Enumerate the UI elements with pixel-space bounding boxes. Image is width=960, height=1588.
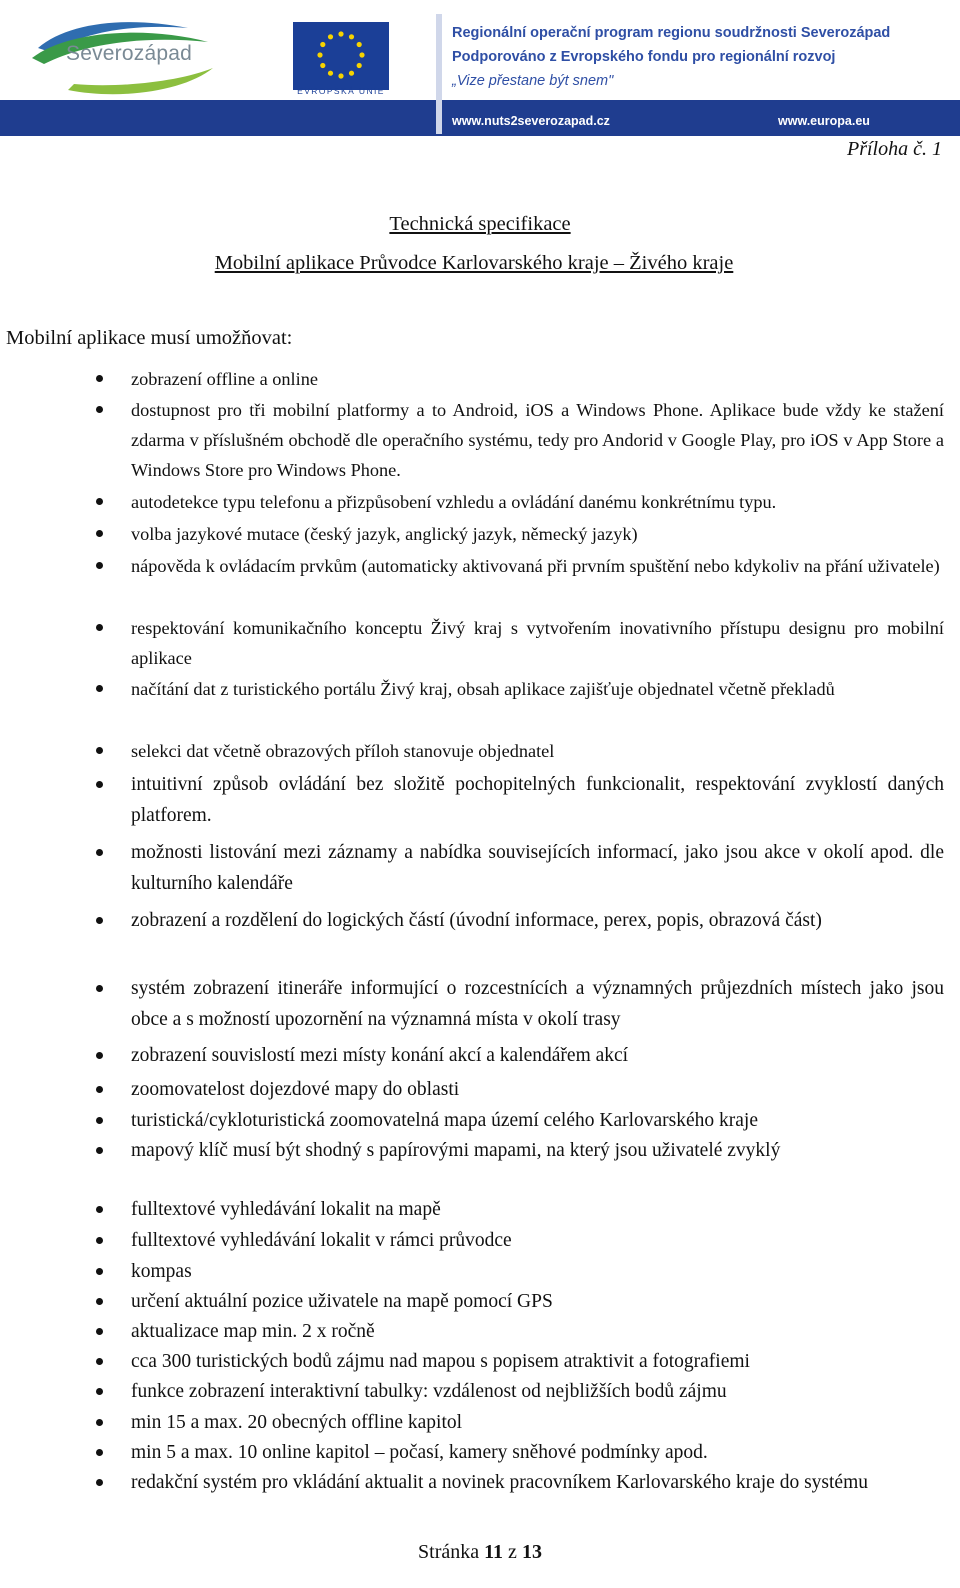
footer-page-number: 11 xyxy=(484,1541,504,1563)
header-banner xyxy=(0,0,960,136)
list-item-text: volba jazykové mutace (český jazyk, anglický jazyk, německý jazyk) xyxy=(131,524,638,544)
list-item-text: min 15 a max. 20 obecných offline kapitol xyxy=(131,1412,463,1433)
list-item xyxy=(131,1135,944,1166)
list-item-text: turistická/cykloturistická zoomovatelná mapa území celého Karlovarského kraje xyxy=(131,1110,759,1131)
list-item-text: cca 300 turistických bodů zájmu nad mapou s popisem atraktivit a fotografiemi xyxy=(131,1351,750,1372)
bullet-icon xyxy=(96,1086,103,1093)
list-item-text: fulltextové vyhledávání lokalit na mapě xyxy=(131,1199,441,1220)
list-item xyxy=(131,487,944,517)
eu-label: EVROPSKÁ UNIE xyxy=(297,86,385,96)
bullet-icon xyxy=(96,781,103,788)
bullet-icon xyxy=(96,685,103,692)
intro-heading: Mobilní aplikace musí umožňovat: xyxy=(6,327,293,349)
list-item-text: zobrazení a rozdělení do logických částí (úvodní informace, perex, popis, obrazová část) xyxy=(131,910,822,931)
bullet-icon xyxy=(96,406,103,413)
list-item-text: autodetekce typu telefonu a přizpůsobení vzhledu a ovládání danému konkrétnímu typu. xyxy=(131,492,777,512)
bullet-icon xyxy=(96,624,103,631)
bullet-icon xyxy=(96,1328,103,1335)
list-item xyxy=(131,1194,944,1225)
list-item xyxy=(131,395,944,485)
list-item-text: zobrazení souvislostí mezi místy konání akcí a kalendářem akcí xyxy=(131,1045,629,1066)
list-item xyxy=(131,1105,944,1136)
list-item-text: aktualizace map min. 2 x ročně xyxy=(131,1321,375,1342)
list-item-text: systém zobrazení itineráře informující o rozcestnících a významných průjezdních místech jako jsou obce a s možností upozornění na významná místa v okolí trasy xyxy=(131,978,944,1030)
list-item xyxy=(131,519,944,549)
attachment-label: Příloha č. 1 xyxy=(847,138,942,160)
list-item xyxy=(131,1376,944,1407)
website-link-left[interactable]: www.nuts2severozapad.cz xyxy=(452,114,610,128)
bullet-icon xyxy=(96,1358,103,1365)
logo-text: Severozápad xyxy=(66,42,192,65)
list-item xyxy=(131,1040,944,1071)
list-item xyxy=(131,769,944,831)
list-item xyxy=(131,551,944,581)
bullet-icon xyxy=(96,985,103,992)
program-line: Regionální operační program regionu soudržnosti Severozápad xyxy=(452,25,891,41)
bullet-icon xyxy=(96,1052,103,1059)
bullet-icon xyxy=(96,1449,103,1456)
list-item-text: fulltextové vyhledávání lokalit v rámci průvodce xyxy=(131,1230,512,1251)
bullet-icon xyxy=(96,1388,103,1395)
list-item xyxy=(131,1225,944,1256)
list-item-text: zobrazení offline a online xyxy=(131,369,318,389)
list-item xyxy=(131,1437,944,1468)
list-item xyxy=(131,1467,944,1498)
list-item-text: intuitivní způsob ovládání bez složitě pochopitelných funkcionalit, respektování zvyklostí daných platforem. xyxy=(131,774,944,826)
bullet-icon xyxy=(96,1479,103,1486)
footer-prefix: Stránka xyxy=(418,1541,480,1563)
list-item xyxy=(131,1407,944,1438)
bullet-icon xyxy=(96,1268,103,1275)
list-item-text: funkce zobrazení interaktivní tabulky: vzdálenost od nejbližších bodů zájmu xyxy=(131,1381,727,1402)
list-item xyxy=(131,1316,944,1347)
list-item-text: nápověda k ovládacím prvkům (automaticky aktivovaná při prvním spuštění nebo kdykoliv na přání uživatele) xyxy=(131,556,940,576)
list-item xyxy=(131,613,944,673)
bullet-icon xyxy=(96,1147,103,1154)
list-item xyxy=(131,364,944,394)
bullet-icon xyxy=(96,1298,103,1305)
list-item-text: kompas xyxy=(131,1261,192,1282)
list-item xyxy=(131,674,944,704)
page-footer xyxy=(0,1541,960,1564)
website-link-right[interactable]: www.europa.eu xyxy=(778,114,870,128)
eu-flag-icon xyxy=(293,22,389,90)
list-item-text: min 5 a max. 10 online kapitol – počasí, kamery sněhové podmínky apod. xyxy=(131,1442,708,1463)
list-item-text: určení aktuální pozice uživatele na mapě pomocí GPS xyxy=(131,1291,553,1312)
bullet-icon xyxy=(96,849,103,856)
list-item xyxy=(131,1074,944,1105)
bullet-icon xyxy=(96,562,103,569)
list-item-text: dostupnost pro tři mobilní platformy a to Android, iOS a Windows Phone. Aplikace bude vždy ke stažení zdarma v příslušném obchodě dle operačního systému, tedy pro Andorid v Google Play, pro iOS v App Store a Windows Store pro Windows Phone. xyxy=(131,400,944,480)
list-item-text: načítání dat z turistického portálu Živý kraj, obsah aplikace zajišťuje objednatel včetně překladů xyxy=(131,679,835,699)
list-item-text: selekci dat včetně obrazových příloh stanovuje objednatel xyxy=(131,741,555,761)
list-item-text: zoomovatelost dojezdové mapy do oblasti xyxy=(131,1079,460,1100)
list-item xyxy=(131,1346,944,1377)
document-title: Technická specifikace xyxy=(389,213,571,235)
support-line: Podporováno z Evropského fondu pro regionální rozvoj xyxy=(452,49,836,65)
bullet-icon xyxy=(96,1206,103,1213)
footer-total-pages: 13 xyxy=(521,1541,542,1563)
list-item-text: respektování komunikačního konceptu Živý kraj s vytvořením inovativního přístupu designu pro mobilní aplikace xyxy=(131,618,944,668)
list-item xyxy=(131,973,944,1035)
bullet-icon xyxy=(96,747,103,754)
bullet-icon xyxy=(96,498,103,505)
list-item-text: mapový klíč musí být shodný s papírovými mapami, na který jsou uživatelé zvyklý xyxy=(131,1140,781,1161)
bullet-icon xyxy=(96,1237,103,1244)
bullet-icon xyxy=(96,1117,103,1124)
footer-separator: z xyxy=(508,1541,517,1563)
document-subtitle: Mobilní aplikace Průvodce Karlovarského kraje – Živého kraje xyxy=(214,252,734,274)
list-item xyxy=(131,736,944,766)
list-item xyxy=(131,1256,944,1287)
list-item-text: redakční systém pro vkládání aktualit a novinek pracovníkem Karlovarského kraje do systému xyxy=(131,1472,868,1493)
bullet-icon xyxy=(96,917,103,924)
list-item-text: možnosti listování mezi záznamy a nabídka souvisejících informací, jako jsou akce v okolí apod. dle kulturního kalendáře xyxy=(131,842,944,894)
list-item xyxy=(131,905,944,936)
slogan: „Vize přestane být snem" xyxy=(452,73,614,89)
list-item xyxy=(131,1286,944,1317)
bullet-icon xyxy=(96,1419,103,1426)
bullet-icon xyxy=(96,375,103,382)
list-item xyxy=(131,837,944,899)
bullet-icon xyxy=(96,530,103,537)
